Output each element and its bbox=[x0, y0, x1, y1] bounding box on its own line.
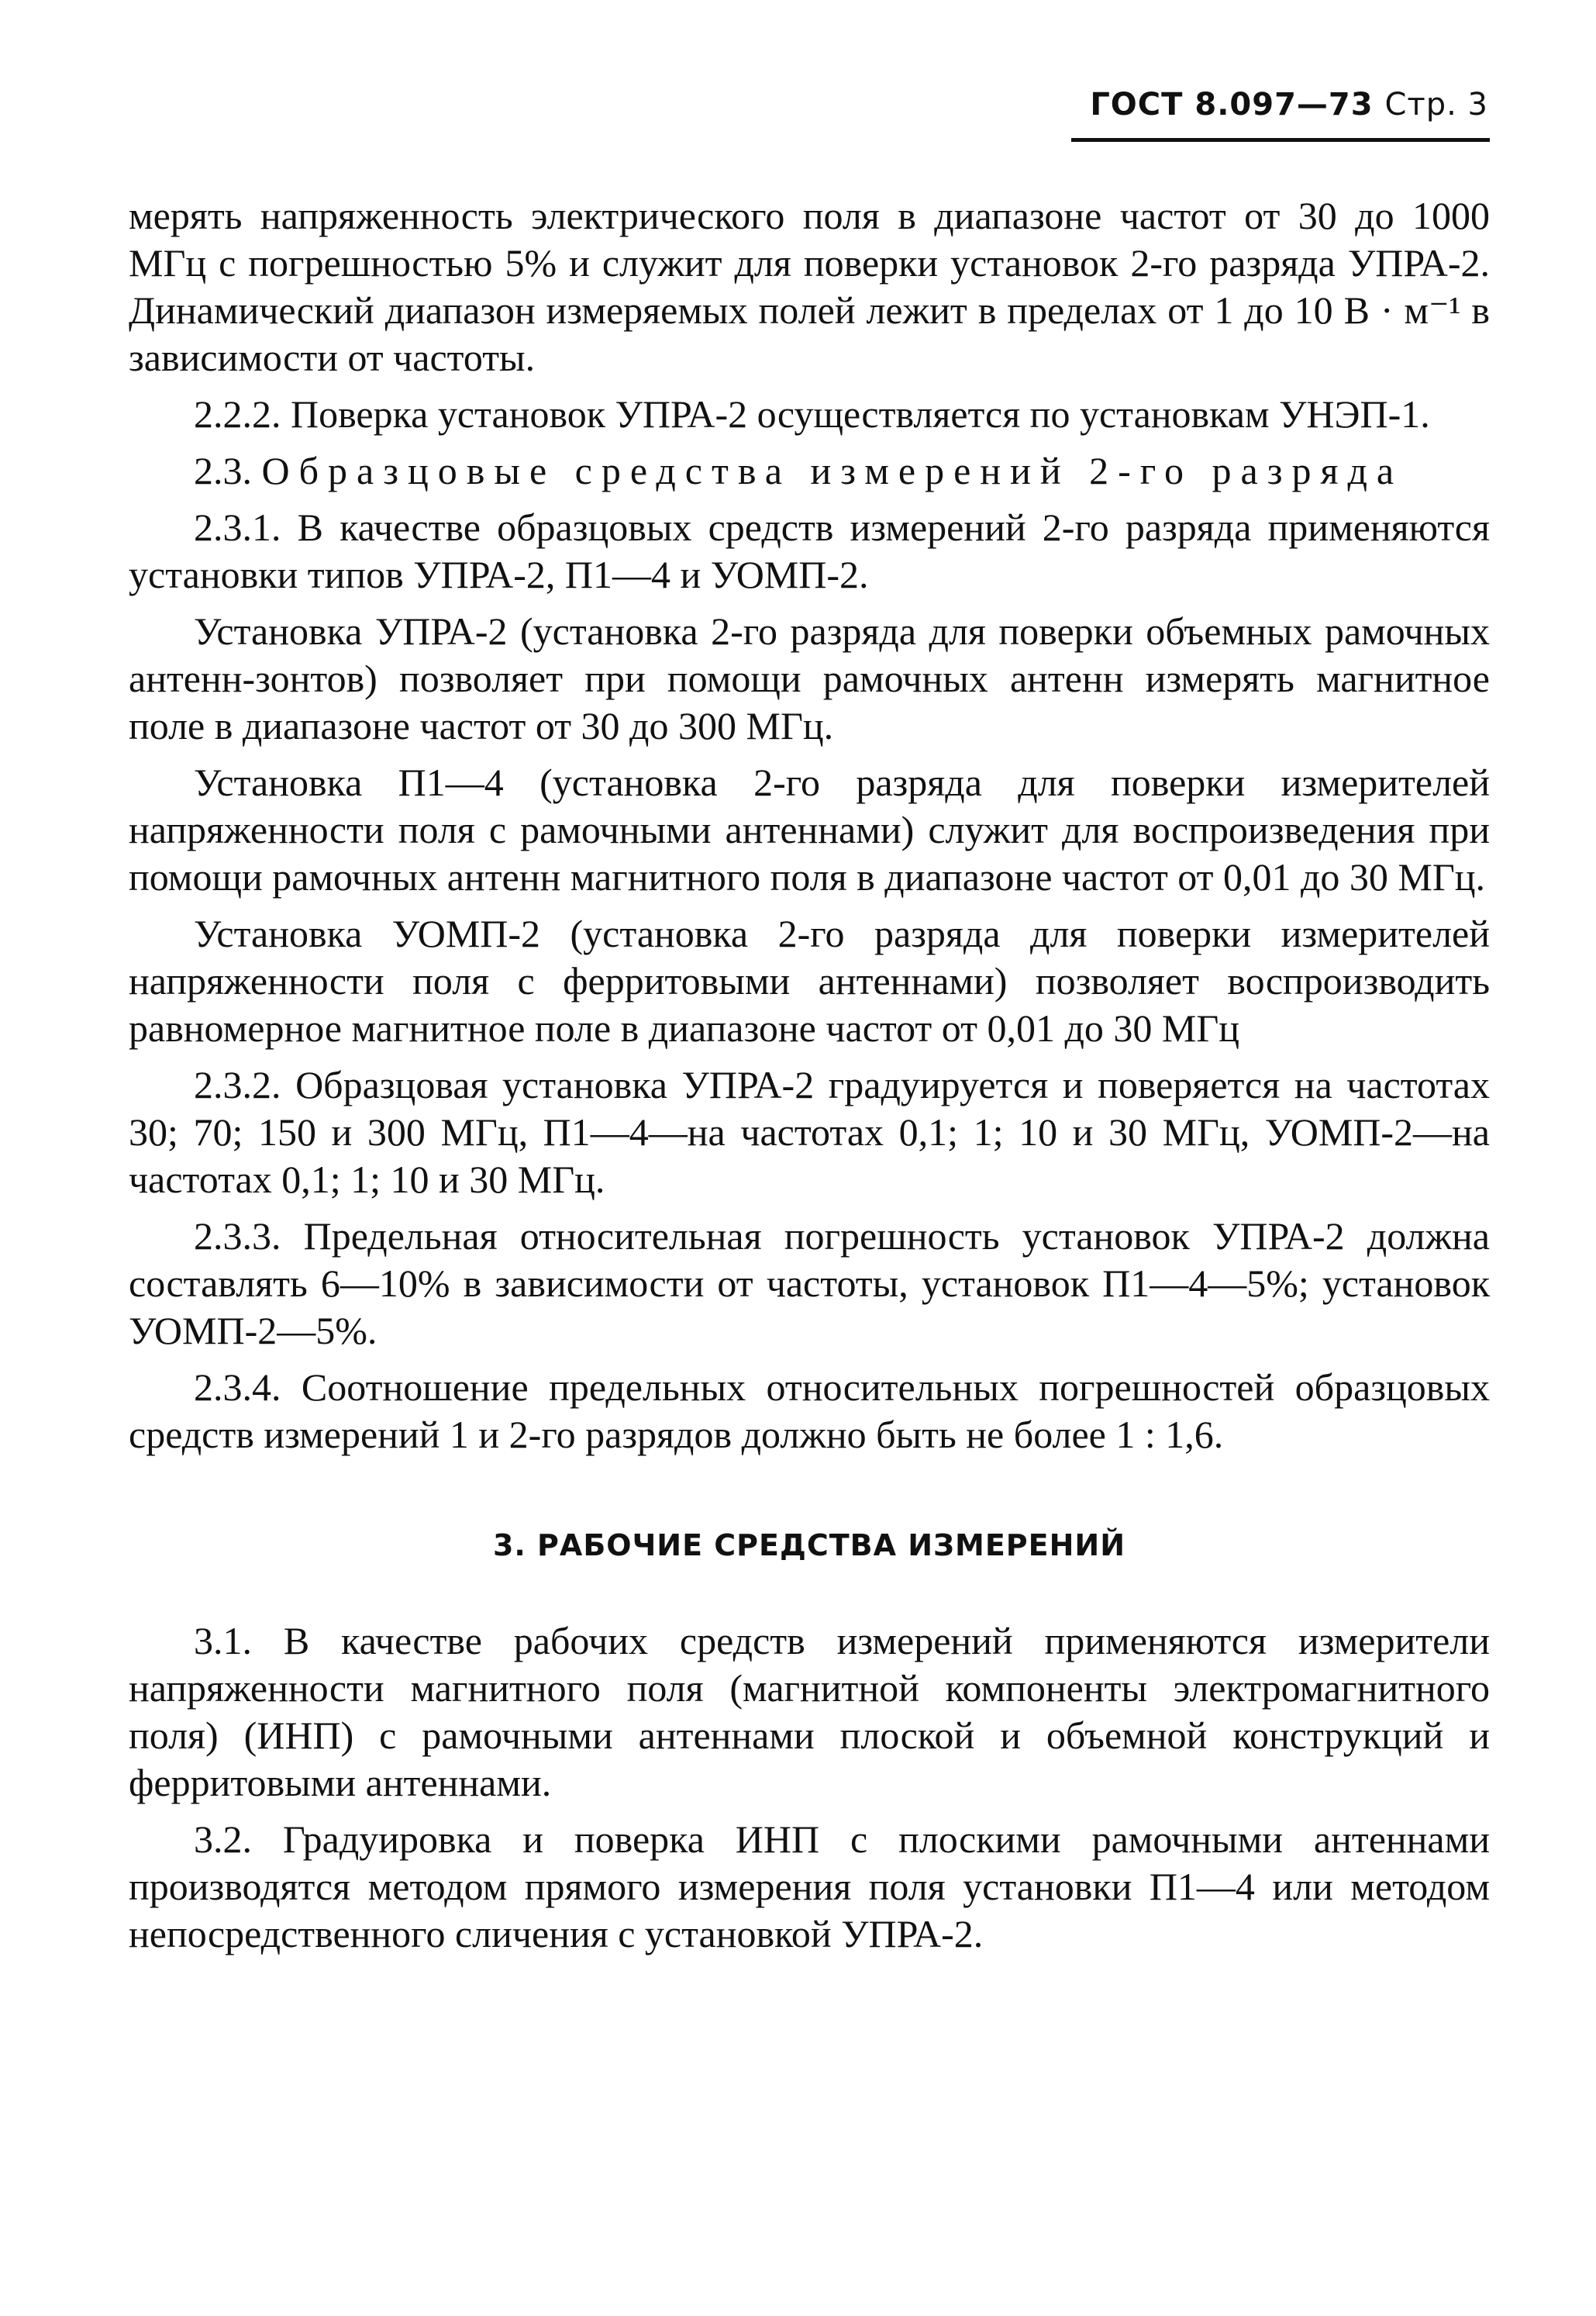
paragraph-2-3-4: 2.3.4. Соотношение предельных относительных погрешностей образцовых средств измерений 1 и 2-го разрядов должно быть не более 1 : 1,6. bbox=[129, 1365, 1490, 1456]
paragraph-3-1: 3.1. В качестве рабочих средств измерений применяются измерители напряженности магнитного поля (магнитной компоненты электромагнитного поля) (ИНП) с рамочными антеннами плоской и объемной конструкций и ферритовыми антеннами. bbox=[129, 1619, 1490, 1804]
section-3-heading: 3. РАБОЧИЕ СРЕДСТВА ИЗМЕРЕНИЙ bbox=[492, 1528, 1126, 1562]
paragraph-2-3-2: 2.3.2. Образцовая установка УПРА-2 градуируется и поверяется на частотах 30; 70; 150 и 300 МГц, П1—4—на частотах 0,1; 1; 10 и 30 МГц, УОМП-2—на частотах 0,1; 1; 10 и 30 МГц. bbox=[129, 1063, 1490, 1201]
paragraph-3-2: 3.2. Градуировка и поверка ИНП с плоскими рамочными антеннами производятся методом прямого измерения поля установки П1—4 или методом непосредственного сличения с установкой УПРА-2. bbox=[129, 1817, 1490, 1955]
paragraph-continuation: мерять напряженность электрического поля в диапазоне частот от 30 до 1000 МГц с погрешностью 5% и служит для поверки установок 2-го разряда УПРА-2. Динамический диапазон измеряемых полей лежит в пределах от 1 до 10 В · м⁻¹ в зависимости от частоты. bbox=[129, 194, 1490, 379]
paragraph-p1-4: Установка П1—4 (установка 2-го разряда для поверки измерителей напряженности поля с рамочными антеннами) служит для воспроизведения при помощи рамочных антенн магнитного поля в диапазоне частот от 0,01 до 30 МГц. bbox=[129, 761, 1490, 899]
subsection-2-3-heading bbox=[129, 447, 1490, 495]
page-header bbox=[1070, 87, 1488, 123]
paragraph-2-2-2: 2.2.2. Поверка установок УПРА-2 осуществляется по установкам УНЭП-1. bbox=[194, 392, 1430, 436]
page-number: Стр. 3 bbox=[1384, 87, 1488, 123]
subsection-title: Образцовые средства измерений 2-го разряда bbox=[261, 449, 1404, 492]
header-rule bbox=[1071, 138, 1490, 142]
paragraph-2-3-1: 2.3.1. В качестве образцовых средств измерений 2-го разряда применяются установки типов УПРА-2, П1—4 и УОМП-2. bbox=[129, 506, 1490, 596]
paragraph-upra2: Установка УПРА-2 (установка 2-го разряда для поверки объемных рамочных антенн-зонтов) позволяет при помощи рамочных антенн измерять магнитное поле в диапазоне частот от 30 до 300 МГц. bbox=[129, 609, 1490, 747]
subsection-number: 2.3. bbox=[194, 449, 262, 492]
paragraph-uomp2: Установка УОМП-2 (установка 2-го разряда для поверки измерителей напряженности поля с ферритовыми антеннами) позволяет воспроизводить равномерное магнитное поле в диапазоне частот от 0,01 до 30 МГц bbox=[129, 912, 1490, 1050]
paragraph-2-3-3: 2.3.3. Предельная относительная погрешность установок УПРА-2 должна составлять 6—10% в зависимости от частоты, установок П1—4—5%; установок УОМП-2—5%. bbox=[129, 1214, 1490, 1352]
standard-number: ГОСТ 8.097—73 bbox=[1090, 87, 1374, 123]
body-text bbox=[129, 192, 1490, 1967]
